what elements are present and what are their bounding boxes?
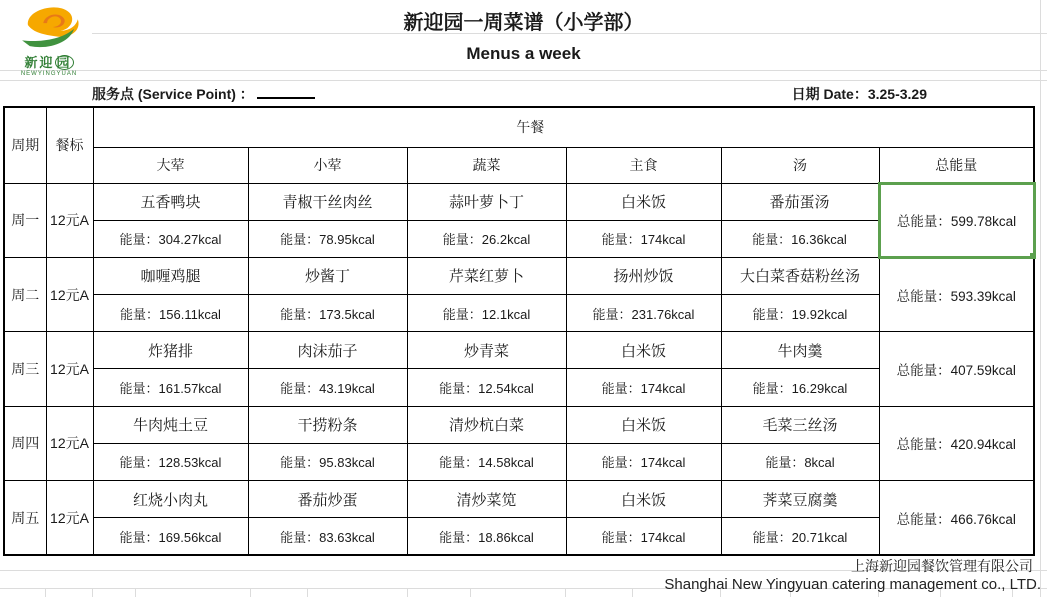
energy-cell[interactable]: 能量：18.86kcal — [407, 518, 566, 555]
energy-cell[interactable]: 能量：304.27kcal — [93, 220, 248, 257]
day-cell[interactable]: 周三 — [4, 332, 46, 406]
logo-name-cn: 新迎 园 — [24, 55, 72, 70]
dish-name-cell[interactable]: 咖喱鸡腿 — [93, 257, 248, 294]
total-energy-cell-selected[interactable] — [879, 183, 1034, 257]
meal-standard-cell[interactable]: 12元A — [46, 481, 93, 556]
dish-name-cell[interactable]: 肉沫茄子 — [248, 332, 407, 369]
gridline — [470, 588, 471, 597]
dish-name-cell[interactable]: 番茄蛋汤 — [721, 183, 879, 220]
meal-standard-cell[interactable]: 12元A — [46, 332, 93, 406]
dish-name-cell[interactable]: 炸猪排 — [93, 332, 248, 369]
energy-cell[interactable]: 能量：26.2kcal — [407, 220, 566, 257]
energy-cell[interactable]: 能量：174kcal — [566, 518, 721, 555]
gridline — [407, 588, 408, 597]
meal-standard-cell[interactable]: 12元A — [46, 183, 93, 257]
dish-name-cell[interactable]: 番茄炒蛋 — [248, 481, 407, 518]
company-name-cn: 上海新迎园餐饮管理有限公司 — [851, 558, 1033, 574]
meal-standard-cell[interactable]: 12元A — [46, 406, 93, 480]
col-header-total-energy[interactable]: 总能量 — [879, 147, 1034, 183]
total-energy-cell[interactable]: 总能量：420.94kcal — [879, 406, 1034, 480]
page-subtitle: Menus a week — [466, 44, 581, 63]
day-cell[interactable]: 周四 — [4, 406, 46, 480]
total-energy-cell[interactable]: 总能量：466.76kcal — [879, 481, 1034, 556]
energy-cell[interactable]: 能量：16.36kcal — [721, 220, 879, 257]
dish-name-cell[interactable]: 红烧小肉丸 — [93, 481, 248, 518]
dish-name-cell[interactable]: 蒜叶萝卜丁 — [407, 183, 566, 220]
gridline — [307, 588, 308, 597]
day-cell[interactable]: 周五 — [4, 481, 46, 556]
energy-cell[interactable]: 能量：174kcal — [566, 443, 721, 480]
fill-handle[interactable] — [1029, 252, 1035, 258]
energy-cell[interactable]: 能量：19.92kcal — [721, 295, 879, 332]
dish-name-cell[interactable]: 大白菜香菇粉丝汤 — [721, 257, 879, 294]
energy-cell[interactable]: 能量：174kcal — [566, 369, 721, 406]
header-row-columns — [4, 147, 1034, 183]
energy-cell[interactable]: 能量：169.56kcal — [93, 518, 248, 555]
page-title: 新迎园一周菜谱（小学部） — [403, 12, 644, 34]
day-cell[interactable]: 周二 — [4, 257, 46, 331]
header-row-top — [4, 107, 1034, 147]
table-row-wednesday — [4, 332, 1034, 369]
energy-cell[interactable]: 能量：12.1kcal — [407, 295, 566, 332]
energy-cell[interactable]: 能量：14.58kcal — [407, 443, 566, 480]
dish-name-cell[interactable]: 白米饭 — [566, 481, 721, 518]
dish-name-cell[interactable]: 牛肉炖土豆 — [93, 406, 248, 443]
gridline — [0, 80, 1047, 81]
total-energy-cell[interactable]: 总能量：407.59kcal — [879, 332, 1034, 406]
gridline — [632, 588, 633, 597]
gridline — [45, 588, 46, 597]
total-energy-cell[interactable]: 总能量：593.39kcal — [879, 257, 1034, 331]
company-name-en: Shanghai New Yingyuan catering management co., LTD. — [664, 576, 1041, 593]
dish-name-cell[interactable]: 五香鸭块 — [93, 183, 248, 220]
energy-cell[interactable]: 能量：83.63kcal — [248, 518, 407, 555]
dish-name-cell[interactable]: 炒青菜 — [407, 332, 566, 369]
dish-name-cell[interactable]: 毛菜三丝汤 — [721, 406, 879, 443]
energy-cell[interactable]: 能量：173.5kcal — [248, 295, 407, 332]
energy-cell[interactable]: 能量：156.11kcal — [93, 295, 248, 332]
energy-cell[interactable]: 能量：43.19kcal — [248, 369, 407, 406]
energy-cell[interactable]: 能量：78.95kcal — [248, 220, 407, 257]
col-header-vegetable[interactable]: 蔬菜 — [407, 147, 566, 183]
gridline — [565, 588, 566, 597]
table-row-tuesday — [4, 257, 1034, 294]
col-header-week[interactable]: 周期 — [4, 107, 46, 183]
dish-name-cell[interactable]: 白米饭 — [566, 183, 721, 220]
dish-name-cell[interactable]: 清炒杭白菜 — [407, 406, 566, 443]
col-header-lunch[interactable]: 午餐 — [93, 107, 1034, 147]
energy-cell[interactable]: 能量：128.53kcal — [93, 443, 248, 480]
dish-name-cell[interactable]: 干捞粉条 — [248, 406, 407, 443]
service-point — [92, 84, 315, 104]
col-header-staple[interactable]: 主食 — [566, 147, 721, 183]
dish-name-cell[interactable]: 清炒菜笕 — [407, 481, 566, 518]
energy-cell[interactable]: 能量：95.83kcal — [248, 443, 407, 480]
table-row-monday — [4, 183, 1034, 220]
total-energy-text: 总能量：599.78kcal — [896, 214, 1017, 230]
logo-name-en: NEWYINGYUAN — [20, 71, 78, 77]
energy-cell[interactable]: 能量：231.76kcal — [566, 295, 721, 332]
dish-name-cell[interactable]: 扬州炒饭 — [566, 257, 721, 294]
service-point-label: 服务点 (Service Point) ： — [92, 86, 254, 102]
gridline — [92, 588, 93, 597]
energy-cell[interactable]: 能量：20.71kcal — [721, 518, 879, 555]
energy-cell[interactable]: 能量：8kcal — [721, 443, 879, 480]
table-row-thursday — [4, 406, 1034, 443]
col-header-standard[interactable]: 餐标 — [46, 107, 93, 183]
col-header-main-dish[interactable]: 大荤 — [93, 147, 248, 183]
gridline — [0, 70, 1047, 71]
energy-cell[interactable]: 能量：161.57kcal — [93, 369, 248, 406]
menu-table — [3, 106, 1036, 556]
dish-name-cell[interactable]: 炒酱丁 — [248, 257, 407, 294]
gridline — [250, 588, 251, 597]
energy-cell[interactable]: 能量：12.54kcal — [407, 369, 566, 406]
table-row-friday — [4, 481, 1034, 518]
dish-name-cell[interactable]: 白米饭 — [566, 406, 721, 443]
day-cell[interactable]: 周一 — [4, 183, 46, 257]
energy-cell[interactable]: 能量：16.29kcal — [721, 369, 879, 406]
col-header-side-dish[interactable]: 小荤 — [248, 147, 407, 183]
energy-cell[interactable]: 能量：174kcal — [566, 220, 721, 257]
gridline — [1040, 0, 1041, 597]
dish-name-cell[interactable]: 荠菜豆腐羹 — [721, 481, 879, 518]
dish-name-cell[interactable]: 牛肉羹 — [721, 332, 879, 369]
meal-standard-cell[interactable]: 12元A — [46, 257, 93, 331]
dish-name-cell[interactable]: 芹菜红萝卜 — [407, 257, 566, 294]
dish-name-cell[interactable]: 白米饭 — [566, 332, 721, 369]
dish-name-cell[interactable]: 青椒干丝肉丝 — [248, 183, 407, 220]
gridline — [135, 588, 136, 597]
date-label: 日期 Date：3.25-3.29 — [791, 86, 927, 102]
col-header-soup[interactable]: 汤 — [721, 147, 879, 183]
service-point-blank — [257, 86, 315, 99]
